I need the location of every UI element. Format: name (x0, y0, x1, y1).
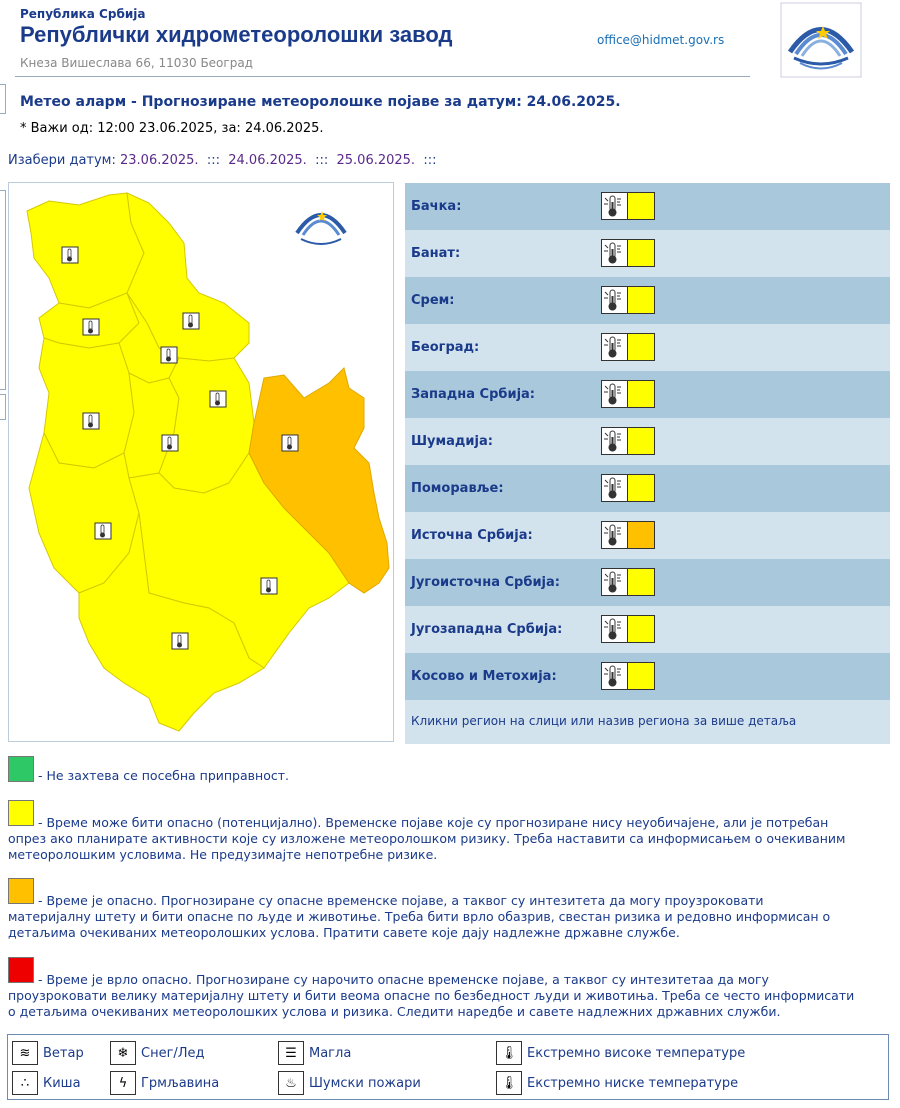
thermometer-hot-icon (602, 569, 628, 595)
phenomenon-label: Магла (309, 1045, 352, 1061)
region-row[interactable] (405, 512, 890, 559)
region-row[interactable] (405, 324, 890, 371)
thermometer-hot-icon: 🌡 (496, 1041, 522, 1065)
date-link-next[interactable]: 25.06.2025. (336, 153, 416, 168)
region-warning-indicator[interactable] (601, 333, 655, 361)
institute-title[interactable]: Републички хидрометеоролошки завод (20, 22, 453, 47)
phenomenon-item (110, 1071, 219, 1095)
warning-level-swatch (628, 522, 654, 548)
region-name[interactable]: Источна Србија: (411, 528, 533, 543)
warning-level-swatch (628, 381, 654, 407)
region-name[interactable]: Југоисточна Србија: (411, 575, 560, 590)
region-row[interactable] (405, 559, 890, 606)
map-thermometer-icon (83, 413, 99, 429)
region-list (405, 183, 890, 744)
region-warning-indicator[interactable] (601, 474, 655, 502)
warning-level-swatch (628, 334, 654, 360)
region-warning-indicator[interactable] (601, 662, 655, 690)
institute-address: Кнеза Вишеслава 66, 11030 Београд (20, 56, 253, 70)
phenomenon-label: Екстремно високе температуре (527, 1045, 746, 1061)
sidebar-edge-tab[interactable] (0, 190, 6, 390)
warning-level-swatch (628, 616, 654, 642)
date-selector (8, 153, 436, 168)
legend-red-text: - Време је врло опасно. Прогнозиране су нарочито опасне временске појаве, а таквог су интезитетаа да могу проузроковати велику материјалну штету и бити веома опасне по безбедност људи и животиња. Треба се често информисати о детаљима очекиваних метеоролошких услова и ризика. Следити наредбе и савете надлежних државних служби. (8, 972, 855, 1019)
region-name[interactable]: Банат: (411, 246, 461, 261)
date-separator: ::: (423, 153, 437, 168)
hint-row (405, 700, 890, 744)
thermometer-hot-icon (602, 475, 628, 501)
date-link-current[interactable]: 24.06.2025. (228, 153, 307, 168)
valid-period: * Важи од: 12:00 23.06.2025, за: 24.06.2025. (20, 121, 324, 136)
thermometer-cold-icon: 🌡 (496, 1071, 522, 1095)
thermometer-hot-icon (602, 428, 628, 454)
region-name[interactable]: Југозападна Србија: (411, 622, 563, 637)
phenomenon-item (12, 1041, 84, 1065)
region-row[interactable] (405, 606, 890, 653)
map-region-backa[interactable] (27, 193, 144, 308)
date-separator: ::: (315, 153, 329, 168)
warning-level-swatch (628, 287, 654, 313)
serbia-map-svg[interactable] (9, 183, 395, 743)
region-warning-indicator[interactable] (601, 192, 655, 220)
map-region-zapadna-srbija[interactable] (39, 338, 134, 468)
thermometer-hot-icon (602, 616, 628, 642)
region-warning-indicator[interactable] (601, 239, 655, 267)
warning-level-swatch (628, 428, 654, 454)
map-thermometer-icon (282, 435, 298, 451)
thermometer-hot-icon (602, 193, 628, 219)
forest-fire-icon: ♨ (278, 1071, 304, 1095)
region-name[interactable]: Бачка: (411, 199, 462, 214)
sidebar-edge-tab[interactable] (0, 394, 6, 420)
thunderstorm-icon: ϟ (110, 1071, 136, 1095)
region-row[interactable] (405, 230, 890, 277)
legend-yellow-text: - Време може бити опасно (потенцијално). Временске појаве које су прогнозиране нису неуобичајене, али је потребан опрез ако планирате активности које су изложене метеоролошком ризику. Треба наставити са информисањем о очекиваним метеоролошким условима. Не предузимајте непотребне ризике. (8, 815, 846, 862)
map-thermometer-icon (83, 319, 99, 335)
date-link-prev[interactable]: 23.06.2025. (120, 153, 199, 168)
region-name[interactable]: Западна Србија: (411, 387, 536, 402)
phenomenon-item (12, 1071, 81, 1095)
alert-title: Метео аларм - Прогнозиране метеоролошке појаве за датум: 24.06.2025. (20, 94, 621, 110)
region-warning-indicator[interactable] (601, 286, 655, 314)
sidebar-edge-tab[interactable] (0, 84, 6, 114)
warning-level-swatch (628, 475, 654, 501)
hint-text: Кликни регион на слици или назив региона за више детаља (411, 714, 797, 728)
thermometer-hot-icon (602, 334, 628, 360)
region-name[interactable]: Поморавље: (411, 481, 504, 496)
warning-level-swatch (628, 240, 654, 266)
region-name[interactable]: Шумадија: (411, 434, 493, 449)
site-header (0, 0, 900, 80)
region-warning-indicator[interactable] (601, 568, 655, 596)
region-row[interactable] (405, 653, 890, 700)
region-name[interactable]: Косово и Метохија: (411, 669, 557, 684)
fog-icon: ☰ (278, 1041, 304, 1065)
date-separator: ::: (206, 153, 220, 168)
phenomenon-item (496, 1071, 738, 1095)
region-warning-indicator[interactable] (601, 521, 655, 549)
legend-green-text: - Не захтева се посебна приправност. (38, 768, 289, 783)
phenomenon-label: Грмљавина (141, 1075, 220, 1091)
thermometer-hot-icon (602, 287, 628, 313)
phenomenon-item (496, 1041, 745, 1065)
map-thermometer-icon (261, 578, 277, 594)
region-row[interactable] (405, 277, 890, 324)
region-row[interactable] (405, 465, 890, 512)
region-name[interactable]: Срем: (411, 293, 455, 308)
thermometer-hot-icon (602, 663, 628, 689)
warning-level-swatch (628, 663, 654, 689)
map-thermometer-icon (162, 435, 178, 451)
serbia-alert-map[interactable] (8, 182, 394, 742)
map-logo-icon (297, 211, 345, 244)
thermometer-hot-icon (602, 240, 628, 266)
region-row[interactable] (405, 183, 890, 230)
region-row[interactable] (405, 418, 890, 465)
region-warning-indicator[interactable] (601, 427, 655, 455)
wind-icon: ≋ (12, 1041, 38, 1065)
phenomenon-label: Ветар (43, 1045, 84, 1061)
phenomena-legend (7, 1034, 889, 1100)
warning-level-swatch (628, 569, 654, 595)
phenomenon-item (110, 1041, 205, 1065)
thermometer-hot-icon (602, 522, 628, 548)
republic-label: Република Србија (20, 7, 146, 21)
phenomenon-item (278, 1071, 421, 1095)
rhmz-logo-icon[interactable] (780, 2, 862, 78)
map-thermometer-icon (161, 347, 177, 363)
email-link[interactable]: office@hidmet.gov.rs (597, 33, 725, 47)
warning-level-swatch (628, 193, 654, 219)
phenomenon-label: Екстремно ниске температуре (527, 1075, 739, 1091)
phenomenon-item (278, 1041, 351, 1065)
map-thermometer-icon (210, 391, 226, 407)
map-thermometer-icon (95, 523, 111, 539)
map-thermometer-icon (183, 313, 199, 329)
region-row[interactable] (405, 371, 890, 418)
phenomenon-label: Шумски пожари (309, 1075, 421, 1091)
phenomenon-label: Снег/Лед (141, 1045, 205, 1061)
legend-orange-text: - Време је опасно. Прогнозиране су опасне временске појаве, а таквог су интезитета да могу проузроковати материјалну штету и бити опасне по људе и животиње. Треба бити врло обазрив, свестан ризика и редовно информисан о детаљима очекиваних метеоролошких услова. Пратити савете које дају надлежне државне службе. (8, 893, 831, 940)
phenomenon-label: Киша (43, 1075, 81, 1091)
region-warning-indicator[interactable] (601, 615, 655, 643)
snow-ice-icon: ❄ (110, 1041, 136, 1065)
header-divider (15, 76, 750, 77)
rain-icon: ∴ (12, 1071, 38, 1095)
date-selector-label: Изабери датум: (8, 153, 116, 168)
map-thermometer-icon (172, 633, 188, 649)
thermometer-hot-icon (602, 381, 628, 407)
map-thermometer-icon (62, 247, 78, 263)
region-name[interactable]: Београд: (411, 340, 480, 355)
region-warning-indicator[interactable] (601, 380, 655, 408)
